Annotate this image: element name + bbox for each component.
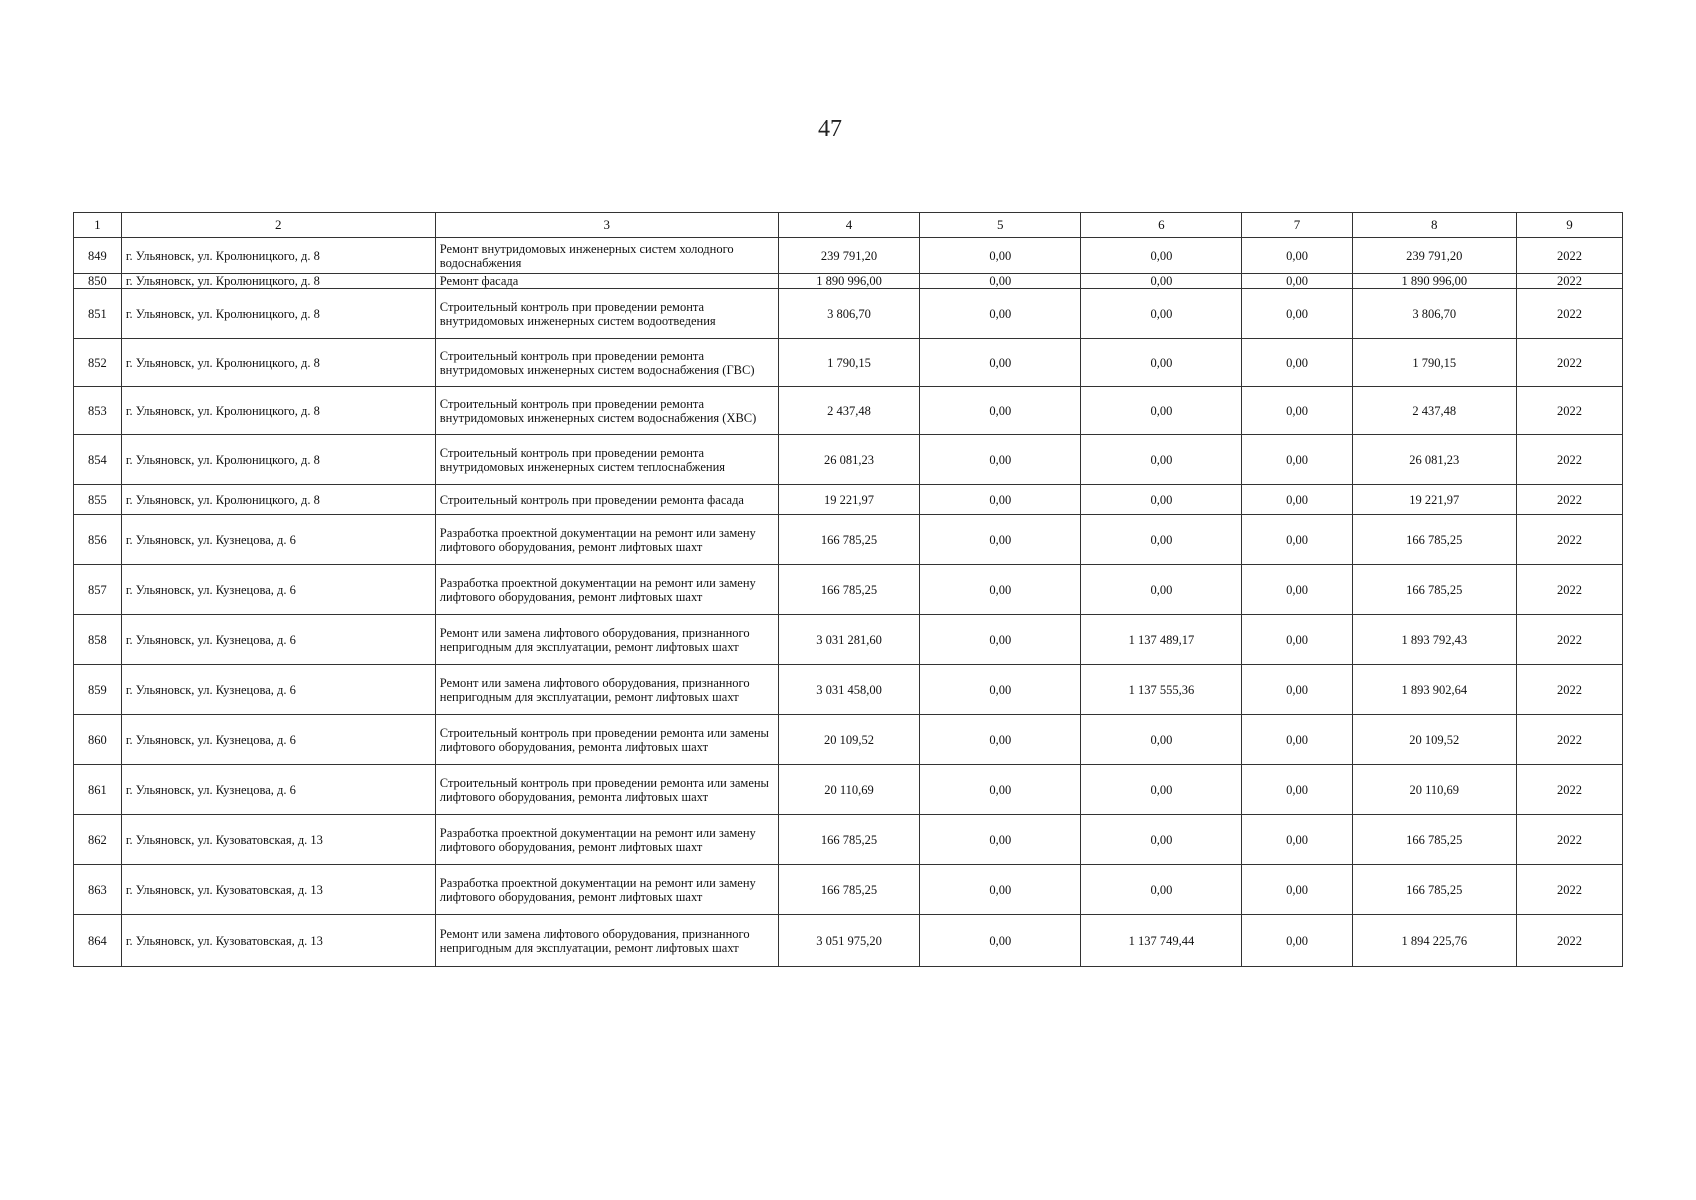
table-row — [74, 274, 1623, 289]
column-5-value: 0,00 — [920, 865, 1081, 915]
column-7-value: 0,00 — [1242, 387, 1352, 435]
column-5-value: 0,00 — [920, 815, 1081, 865]
registry-table — [73, 212, 1623, 967]
column-5-value: 0,00 — [920, 915, 1081, 967]
column-7-value: 0,00 — [1242, 485, 1352, 515]
column-6-value: 0,00 — [1081, 565, 1242, 615]
total-cost-cell: 3 031 281,60 — [778, 615, 919, 665]
table-row — [74, 339, 1623, 387]
work-type-cell: Ремонт или замена лифтового оборудования, признанного непригодным для эксплуатации, ремонт лифтовых шахт — [435, 615, 778, 665]
row-number: 864 — [74, 915, 122, 967]
year-cell: 2022 — [1516, 238, 1622, 274]
column-6-value: 0,00 — [1081, 274, 1242, 289]
total-cost-cell: 3 806,70 — [778, 289, 919, 339]
row-number: 862 — [74, 815, 122, 865]
column-8-value: 1 790,15 — [1352, 339, 1516, 387]
column-8-value: 3 806,70 — [1352, 289, 1516, 339]
table-row — [74, 485, 1623, 515]
column-5-value: 0,00 — [920, 289, 1081, 339]
work-type-cell: Строительный контроль при проведении ремонта внутридомовых инженерных систем водоснабжения (ГВС) — [435, 339, 778, 387]
column-7-value: 0,00 — [1242, 815, 1352, 865]
column-header: 6 — [1081, 213, 1242, 238]
column-8-value: 26 081,23 — [1352, 435, 1516, 485]
registry-rows — [74, 238, 1623, 967]
address-cell: г. Ульяновск, ул. Кузнецова, д. 6 — [121, 715, 435, 765]
total-cost-cell: 3 031 458,00 — [778, 665, 919, 715]
work-type-cell: Строительный контроль при проведении ремонта фасада — [435, 485, 778, 515]
column-5-value: 0,00 — [920, 339, 1081, 387]
table-row — [74, 665, 1623, 715]
column-6-value: 0,00 — [1081, 715, 1242, 765]
column-7-value: 0,00 — [1242, 435, 1352, 485]
work-type-cell: Строительный контроль при проведении ремонта внутридомовых инженерных систем водоотведения — [435, 289, 778, 339]
total-cost-cell: 166 785,25 — [778, 865, 919, 915]
address-cell: г. Ульяновск, ул. Кузнецова, д. 6 — [121, 565, 435, 615]
column-7-value: 0,00 — [1242, 238, 1352, 274]
year-cell: 2022 — [1516, 387, 1622, 435]
year-cell: 2022 — [1516, 289, 1622, 339]
work-type-cell: Разработка проектной документации на ремонт или замену лифтового оборудования, ремонт лифтовых шахт — [435, 865, 778, 915]
total-cost-cell: 1 790,15 — [778, 339, 919, 387]
column-header: 5 — [920, 213, 1081, 238]
row-number: 857 — [74, 565, 122, 615]
column-6-value: 0,00 — [1081, 339, 1242, 387]
table-row — [74, 615, 1623, 665]
address-cell: г. Ульяновск, ул. Кролюницкого, д. 8 — [121, 238, 435, 274]
column-8-value: 20 109,52 — [1352, 715, 1516, 765]
year-cell: 2022 — [1516, 615, 1622, 665]
column-5-value: 0,00 — [920, 565, 1081, 615]
column-6-value: 0,00 — [1081, 238, 1242, 274]
address-cell: г. Ульяновск, ул. Кузоватовская, д. 13 — [121, 915, 435, 967]
column-7-value: 0,00 — [1242, 289, 1352, 339]
column-7-value: 0,00 — [1242, 915, 1352, 967]
column-7-value: 0,00 — [1242, 339, 1352, 387]
year-cell: 2022 — [1516, 565, 1622, 615]
column-header: 3 — [435, 213, 778, 238]
address-cell: г. Ульяновск, ул. Кролюницкого, д. 8 — [121, 289, 435, 339]
column-8-value: 1 893 792,43 — [1352, 615, 1516, 665]
total-cost-cell: 26 081,23 — [778, 435, 919, 485]
address-cell: г. Ульяновск, ул. Кузнецова, д. 6 — [121, 515, 435, 565]
column-header: 9 — [1516, 213, 1622, 238]
column-7-value: 0,00 — [1242, 615, 1352, 665]
total-cost-cell: 20 109,52 — [778, 715, 919, 765]
table-row — [74, 715, 1623, 765]
work-type-cell: Ремонт внутридомовых инженерных систем холодного водоснабжения — [435, 238, 778, 274]
year-cell: 2022 — [1516, 915, 1622, 967]
column-7-value: 0,00 — [1242, 665, 1352, 715]
work-type-cell: Строительный контроль при проведении ремонта внутридомовых инженерных систем водоснабжения (ХВС) — [435, 387, 778, 435]
address-cell: г. Ульяновск, ул. Кролюницкого, д. 8 — [121, 435, 435, 485]
total-cost-cell: 20 110,69 — [778, 765, 919, 815]
column-7-value: 0,00 — [1242, 274, 1352, 289]
column-5-value: 0,00 — [920, 615, 1081, 665]
row-number: 851 — [74, 289, 122, 339]
column-8-value: 1 894 225,76 — [1352, 915, 1516, 967]
column-8-value: 20 110,69 — [1352, 765, 1516, 815]
column-6-value: 0,00 — [1081, 435, 1242, 485]
column-6-value: 0,00 — [1081, 485, 1242, 515]
address-cell: г. Ульяновск, ул. Кузнецова, д. 6 — [121, 765, 435, 815]
column-5-value: 0,00 — [920, 274, 1081, 289]
column-8-value: 166 785,25 — [1352, 815, 1516, 865]
address-cell: г. Ульяновск, ул. Кузнецова, д. 6 — [121, 615, 435, 665]
address-cell: г. Ульяновск, ул. Кролюницкого, д. 8 — [121, 485, 435, 515]
row-number: 849 — [74, 238, 122, 274]
column-6-value: 0,00 — [1081, 765, 1242, 815]
year-cell: 2022 — [1516, 274, 1622, 289]
column-6-value: 0,00 — [1081, 289, 1242, 339]
row-number: 856 — [74, 515, 122, 565]
total-cost-cell: 166 785,25 — [778, 515, 919, 565]
column-6-value: 0,00 — [1081, 515, 1242, 565]
column-5-value: 0,00 — [920, 515, 1081, 565]
address-cell: г. Ульяновск, ул. Кузоватовская, д. 13 — [121, 865, 435, 915]
total-cost-cell: 166 785,25 — [778, 565, 919, 615]
column-5-value: 0,00 — [920, 765, 1081, 815]
column-header: 8 — [1352, 213, 1516, 238]
total-cost-cell: 166 785,25 — [778, 815, 919, 865]
address-cell: г. Ульяновск, ул. Кролюницкого, д. 8 — [121, 274, 435, 289]
page-number: 47 — [818, 116, 842, 142]
column-8-value: 2 437,48 — [1352, 387, 1516, 435]
column-5-value: 0,00 — [920, 387, 1081, 435]
column-7-value: 0,00 — [1242, 765, 1352, 815]
column-6-value: 1 137 555,36 — [1081, 665, 1242, 715]
column-header: 1 — [74, 213, 122, 238]
table-row — [74, 865, 1623, 915]
address-cell: г. Ульяновск, ул. Кролюницкого, д. 8 — [121, 387, 435, 435]
table-row — [74, 815, 1623, 865]
work-type-cell: Разработка проектной документации на ремонт или замену лифтового оборудования, ремонт лифтовых шахт — [435, 515, 778, 565]
table-row — [74, 765, 1623, 815]
column-8-value: 166 785,25 — [1352, 515, 1516, 565]
address-cell: г. Ульяновск, ул. Кузнецова, д. 6 — [121, 665, 435, 715]
column-7-value: 0,00 — [1242, 715, 1352, 765]
table-row — [74, 435, 1623, 485]
column-number-row — [74, 213, 1623, 238]
address-cell: г. Ульяновск, ул. Кузоватовская, д. 13 — [121, 815, 435, 865]
work-type-cell: Разработка проектной документации на ремонт или замену лифтового оборудования, ремонт лифтовых шахт — [435, 815, 778, 865]
total-cost-cell: 2 437,48 — [778, 387, 919, 435]
row-number: 853 — [74, 387, 122, 435]
address-cell: г. Ульяновск, ул. Кролюницкого, д. 8 — [121, 339, 435, 387]
row-number: 863 — [74, 865, 122, 915]
total-cost-cell: 239 791,20 — [778, 238, 919, 274]
row-number: 858 — [74, 615, 122, 665]
column-8-value: 19 221,97 — [1352, 485, 1516, 515]
work-type-cell: Ремонт или замена лифтового оборудования, признанного непригодным для эксплуатации, ремонт лифтовых шахт — [435, 665, 778, 715]
column-5-value: 0,00 — [920, 485, 1081, 515]
column-5-value: 0,00 — [920, 715, 1081, 765]
year-cell: 2022 — [1516, 765, 1622, 815]
table-row — [74, 289, 1623, 339]
work-type-cell: Разработка проектной документации на ремонт или замену лифтового оборудования, ремонт лифтовых шахт — [435, 565, 778, 615]
year-cell: 2022 — [1516, 715, 1622, 765]
column-6-value: 0,00 — [1081, 815, 1242, 865]
column-header: 7 — [1242, 213, 1352, 238]
work-type-cell: Строительный контроль при проведении ремонта или замены лифтового оборудования, ремонта лифтовых шахт — [435, 715, 778, 765]
work-type-cell: Строительный контроль при проведении ремонта или замены лифтового оборудования, ремонта лифтовых шахт — [435, 765, 778, 815]
work-type-cell: Ремонт или замена лифтового оборудования, признанного непригодным для эксплуатации, ремонт лифтовых шахт — [435, 915, 778, 967]
year-cell: 2022 — [1516, 515, 1622, 565]
column-8-value: 1 893 902,64 — [1352, 665, 1516, 715]
row-number: 850 — [74, 274, 122, 289]
year-cell: 2022 — [1516, 485, 1622, 515]
work-type-cell: Строительный контроль при проведении ремонта внутридомовых инженерных систем теплоснабжения — [435, 435, 778, 485]
column-6-value: 1 137 489,17 — [1081, 615, 1242, 665]
table-row — [74, 565, 1623, 615]
column-header: 4 — [778, 213, 919, 238]
column-7-value: 0,00 — [1242, 865, 1352, 915]
total-cost-cell: 3 051 975,20 — [778, 915, 919, 967]
total-cost-cell: 19 221,97 — [778, 485, 919, 515]
row-number: 854 — [74, 435, 122, 485]
year-cell: 2022 — [1516, 339, 1622, 387]
row-number: 852 — [74, 339, 122, 387]
total-cost-cell: 1 890 996,00 — [778, 274, 919, 289]
year-cell: 2022 — [1516, 435, 1622, 485]
column-5-value: 0,00 — [920, 238, 1081, 274]
table-row — [74, 387, 1623, 435]
row-number: 860 — [74, 715, 122, 765]
column-6-value: 0,00 — [1081, 387, 1242, 435]
table-row — [74, 238, 1623, 274]
year-cell: 2022 — [1516, 815, 1622, 865]
year-cell: 2022 — [1516, 865, 1622, 915]
column-header: 2 — [121, 213, 435, 238]
registry-sheet — [73, 212, 1623, 967]
table-row — [74, 515, 1623, 565]
column-8-value: 1 890 996,00 — [1352, 274, 1516, 289]
column-8-value: 239 791,20 — [1352, 238, 1516, 274]
row-number: 861 — [74, 765, 122, 815]
column-7-value: 0,00 — [1242, 565, 1352, 615]
column-5-value: 0,00 — [920, 435, 1081, 485]
row-number: 859 — [74, 665, 122, 715]
column-6-value: 0,00 — [1081, 865, 1242, 915]
column-5-value: 0,00 — [920, 665, 1081, 715]
year-cell: 2022 — [1516, 665, 1622, 715]
column-6-value: 1 137 749,44 — [1081, 915, 1242, 967]
column-8-value: 166 785,25 — [1352, 865, 1516, 915]
table-row — [74, 915, 1623, 967]
column-7-value: 0,00 — [1242, 515, 1352, 565]
row-number: 855 — [74, 485, 122, 515]
column-8-value: 166 785,25 — [1352, 565, 1516, 615]
work-type-cell: Ремонт фасада — [435, 274, 778, 289]
